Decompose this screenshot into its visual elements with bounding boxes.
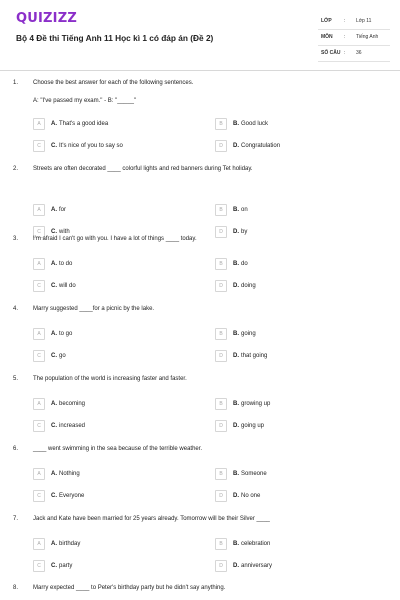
- option-checkbox[interactable]: C: [33, 280, 45, 292]
- option-checkbox[interactable]: D: [215, 226, 227, 238]
- option-text: increased: [59, 423, 86, 429]
- option-letter: B.: [233, 331, 239, 337]
- option-text: going up: [241, 423, 265, 429]
- option-letter: D.: [233, 493, 239, 499]
- option-checkbox[interactable]: A: [33, 468, 45, 480]
- option-checkbox[interactable]: B: [215, 538, 227, 550]
- option-checkbox[interactable]: D: [215, 420, 227, 432]
- option-text: for: [59, 207, 67, 213]
- option-checkbox[interactable]: B: [215, 328, 227, 340]
- quizizz-logo[interactable]: QUIZIZZ: [16, 11, 77, 26]
- question-number: 3.: [13, 236, 19, 242]
- option-letter: D.: [233, 353, 239, 359]
- question-number: 8.: [13, 585, 19, 591]
- option-letter: C.: [51, 143, 57, 149]
- meta-table: [318, 14, 390, 62]
- header-divider: [0, 70, 400, 71]
- meta-row-subject: [318, 30, 390, 46]
- option-text: on: [241, 207, 248, 213]
- option-text: Someone: [241, 471, 267, 477]
- option-letter: C.: [51, 493, 57, 499]
- meta-value: Lớp 11: [356, 18, 372, 24]
- option-letter: B.: [233, 261, 239, 267]
- option-text: That's a good idea: [59, 121, 109, 127]
- question-text: Marry suggested ____for a picnic by the lake.: [33, 306, 155, 312]
- meta-row-question-count: [318, 46, 390, 62]
- option-letter: D.: [233, 143, 239, 149]
- option-text: No one: [241, 493, 261, 499]
- question-number: 2.: [13, 166, 19, 172]
- meta-colon: :: [344, 34, 346, 40]
- option-checkbox[interactable]: A: [33, 538, 45, 550]
- option-letter: A.: [51, 121, 57, 127]
- question-subtext: A: "I've passed my exam." - B: "_____": [33, 98, 137, 104]
- meta-value: Tiếng Anh: [356, 34, 379, 40]
- option-checkbox[interactable]: D: [215, 140, 227, 152]
- option-checkbox[interactable]: C: [33, 226, 45, 238]
- option-text: anniversary: [241, 563, 273, 569]
- option-text: going: [241, 331, 256, 337]
- option-letter: A.: [51, 207, 57, 213]
- question-text: The population of the world is increasing faster and faster.: [33, 376, 187, 382]
- option-text: doing: [241, 283, 256, 289]
- option-checkbox[interactable]: D: [215, 560, 227, 572]
- option-letter: A.: [51, 541, 57, 547]
- question-number: 5.: [13, 376, 19, 382]
- option-checkbox[interactable]: C: [33, 140, 45, 152]
- option-checkbox[interactable]: A: [33, 258, 45, 270]
- option-checkbox[interactable]: B: [215, 468, 227, 480]
- option-text: go: [59, 353, 66, 359]
- option-checkbox[interactable]: A: [33, 398, 45, 410]
- question-number: 7.: [13, 516, 19, 522]
- option-letter: A.: [51, 331, 57, 337]
- question-number: 4.: [13, 306, 19, 312]
- option-letter: B.: [233, 207, 239, 213]
- option-checkbox[interactable]: C: [33, 350, 45, 362]
- option-letter: C.: [51, 563, 57, 569]
- option-letter: B.: [233, 121, 239, 127]
- option-text: It's nice of you to say so: [59, 143, 123, 149]
- meta-key: LỚP: [321, 18, 332, 24]
- question-text: Streets are often decorated ____ colorful lights and red banners during Tet holiday.: [33, 166, 253, 172]
- option-letter: D.: [233, 229, 239, 235]
- option-checkbox[interactable]: A: [33, 328, 45, 340]
- question-number: 1.: [13, 80, 19, 86]
- option-letter: D.: [233, 283, 239, 289]
- option-checkbox[interactable]: D: [215, 490, 227, 502]
- option-checkbox[interactable]: C: [33, 420, 45, 432]
- question-text: Jack and Kate have been married for 25 years already. Tomorrow will be their Silver ____: [33, 516, 270, 522]
- option-checkbox[interactable]: D: [215, 350, 227, 362]
- option-text: by: [241, 229, 248, 235]
- option-text: growing up: [241, 401, 271, 407]
- option-checkbox[interactable]: B: [215, 204, 227, 216]
- option-checkbox[interactable]: B: [215, 398, 227, 410]
- question-text: ____ went swimming in the sea because of the terrible weather.: [33, 446, 203, 452]
- option-letter: D.: [233, 563, 239, 569]
- option-text: Congratulation: [241, 143, 281, 149]
- question-text: Choose the best answer for each of the following sentences.: [33, 80, 194, 86]
- worksheet-title: Bộ 4 Đề thi Tiếng Anh 11 Học kì 1 có đáp án (Đề 2): [16, 33, 214, 43]
- option-text: Nothing: [59, 471, 80, 477]
- option-checkbox[interactable]: D: [215, 280, 227, 292]
- option-text: birthday: [59, 541, 81, 547]
- option-text: celebration: [241, 541, 271, 547]
- meta-value: 36: [356, 50, 362, 56]
- option-letter: A.: [51, 471, 57, 477]
- meta-colon: :: [344, 50, 346, 56]
- option-letter: A.: [51, 261, 57, 267]
- option-letter: C.: [51, 283, 57, 289]
- option-checkbox[interactable]: B: [215, 258, 227, 270]
- option-letter: B.: [233, 401, 239, 407]
- option-text: with: [59, 229, 70, 235]
- worksheet-header: [0, 0, 400, 70]
- option-text: Good luck: [241, 121, 269, 127]
- option-text: party: [59, 563, 73, 569]
- option-letter: C.: [51, 353, 57, 359]
- question-number: 6.: [13, 446, 19, 452]
- option-text: that going: [241, 353, 268, 359]
- option-letter: C.: [51, 229, 57, 235]
- meta-key: MÔN: [321, 34, 333, 40]
- option-text: becoming: [59, 401, 86, 407]
- option-checkbox[interactable]: C: [33, 490, 45, 502]
- option-checkbox[interactable]: A: [33, 204, 45, 216]
- option-checkbox[interactable]: C: [33, 560, 45, 572]
- option-text: will do: [59, 283, 76, 289]
- option-letter: C.: [51, 423, 57, 429]
- meta-row-class: [318, 14, 390, 30]
- meta-colon: :: [344, 18, 346, 24]
- option-letter: B.: [233, 471, 239, 477]
- option-checkbox[interactable]: B: [215, 118, 227, 130]
- option-text: to do: [59, 261, 73, 267]
- option-checkbox[interactable]: A: [33, 118, 45, 130]
- option-letter: D.: [233, 423, 239, 429]
- option-text: Everyone: [59, 493, 85, 499]
- option-text: do: [241, 261, 248, 267]
- question-text: I'm afraid I can't go with you. I have a lot of things ____ today.: [33, 236, 197, 242]
- option-letter: A.: [51, 401, 57, 407]
- meta-key: SỐ CÂU: [321, 50, 341, 56]
- question-text: Marry expected ____ to Peter's birthday party but he didn't say anything.: [33, 585, 226, 591]
- option-letter: B.: [233, 541, 239, 547]
- option-text: to go: [59, 331, 73, 337]
